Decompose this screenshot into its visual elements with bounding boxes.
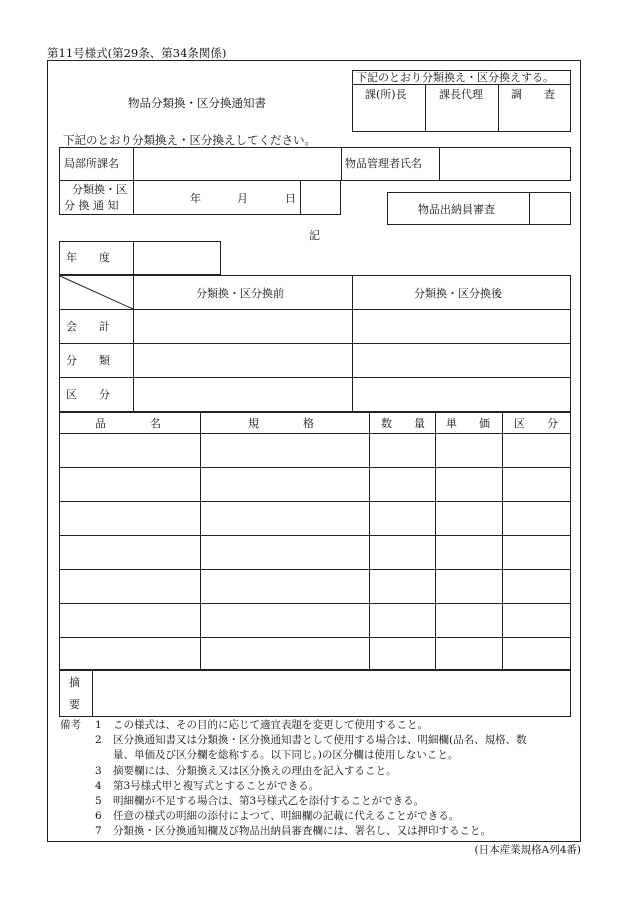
notice-year: 年 [190, 192, 201, 205]
approval-header: 下記のとおり分類換え・区分換えする。 [356, 71, 554, 84]
before-category-field[interactable] [136, 380, 349, 409]
remark-num: 7 [95, 825, 102, 837]
remark-num: 5 [95, 795, 102, 807]
change-table-row-3 [59, 377, 571, 378]
detail-header-quantity: 数 量 [381, 417, 425, 430]
remark-num: 6 [95, 810, 102, 822]
remark-text: 区分換通知書又は分類換・区分換通知書として使用する場合は、明細欄(品名、規格、数 [113, 734, 527, 746]
fiscal-year-label: 年 度 [66, 251, 110, 264]
approval-col-chief: 課(所)長 [365, 88, 407, 101]
dept-divider [133, 147, 134, 181]
notice-stamp-divider [300, 180, 301, 215]
row-label-category: 区 分 [66, 388, 110, 401]
before-header: 分類換・区分換前 [196, 287, 284, 300]
manager-label: 物品管理者氏名 [345, 157, 422, 170]
after-category-field[interactable] [355, 380, 568, 409]
remarks-label: 備考 [60, 719, 81, 731]
notice-stamp-field[interactable] [303, 183, 338, 212]
manager-divider-left [341, 147, 342, 181]
notice-label-1: 分類換・区 [72, 183, 127, 196]
change-table-row-2 [59, 343, 571, 344]
remark-text: 任意の様式の明細の添付によつて、明細欄の記載に代えることができる。 [113, 810, 460, 822]
notice-divider [133, 180, 134, 215]
remark-num: 3 [95, 765, 102, 777]
notice-day: 日 [285, 192, 296, 205]
notice-label-2: 分 換 通 知 [64, 199, 119, 212]
before-classification-field[interactable] [136, 346, 349, 374]
fiscal-year-field[interactable] [136, 244, 218, 272]
after-header: 分類換・区分換後 [414, 287, 502, 300]
remark-text: この様式は、その目的に応じて適宜表題を変更して使用すること。 [113, 719, 428, 731]
after-classification-field[interactable] [355, 346, 568, 374]
form-title: 物品分類換・区分換通知書 [128, 96, 266, 110]
detail-header-category: 区 分 [514, 417, 558, 430]
remark-text: 量、単価及び区分欄を総称する。以下同じ。)の区分欄は使用しないこと。 [113, 749, 459, 761]
dept-field[interactable] [136, 150, 338, 178]
dept-label: 局部所課名 [64, 157, 119, 170]
remark-num: 2 [95, 734, 102, 746]
detail-header-item-name: 品 名 [95, 417, 161, 430]
remark-text: 分類換・区分換通知欄及び物品出納員審査欄には、署名し、又は押印すること。 [113, 825, 491, 837]
detail-header-divider [59, 433, 571, 434]
approval-stamp-chief[interactable] [358, 103, 420, 129]
summary-label-1: 摘 [69, 676, 80, 689]
detail-header-spec: 規 格 [248, 417, 314, 430]
approval-divider [352, 84, 571, 85]
manager-field[interactable] [442, 150, 568, 178]
remark-text: 摘要欄には、分類換え又は区分換えの理由を記入すること。 [113, 765, 397, 777]
approval-col-deputy: 課長代理 [439, 88, 483, 101]
approval-col-divider-1 [425, 84, 426, 132]
request-text: 下記のとおり分類換え・区分換えしてください。 [63, 133, 316, 147]
ki-heading: 記 [309, 229, 320, 242]
inspection-stamp-field[interactable] [532, 195, 568, 222]
inspection-divider [529, 192, 530, 225]
fiscal-year-divider [133, 241, 134, 275]
summary-field[interactable] [95, 673, 568, 714]
remark-text: 明細欄が不足する場合は、第3号様式乙を添付することができる。 [113, 795, 425, 807]
remark-num: 4 [95, 780, 102, 792]
row-label-account: 会 計 [66, 320, 110, 333]
approval-stamp-deputy[interactable] [431, 103, 493, 129]
change-table-row-1 [59, 309, 571, 310]
detail-rows-area[interactable] [62, 436, 567, 667]
diagonal-line [59, 275, 134, 310]
form-number: 第11号様式(第29条、第34条関係) [47, 46, 227, 60]
manager-divider-right [439, 147, 440, 181]
notice-month: 月 [237, 192, 248, 205]
row-label-classification: 分 類 [66, 354, 110, 367]
detail-header-unit-price: 単 価 [446, 417, 490, 430]
remark-num: 1 [95, 719, 102, 731]
approval-col-divider-2 [498, 84, 499, 132]
summary-divider [92, 670, 93, 717]
approval-stamp-survey[interactable] [504, 103, 566, 129]
approval-col-survey: 調 査 [511, 88, 555, 101]
after-account-field[interactable] [355, 312, 568, 340]
summary-label-2: 要 [69, 698, 80, 711]
before-account-field[interactable] [136, 312, 349, 340]
inspection-label: 物品出納員審査 [418, 203, 495, 216]
remark-text: 第3号様式甲と複写式とすることができる。 [113, 780, 320, 792]
footer-standard: (日本産業規格A列4番) [474, 844, 581, 856]
